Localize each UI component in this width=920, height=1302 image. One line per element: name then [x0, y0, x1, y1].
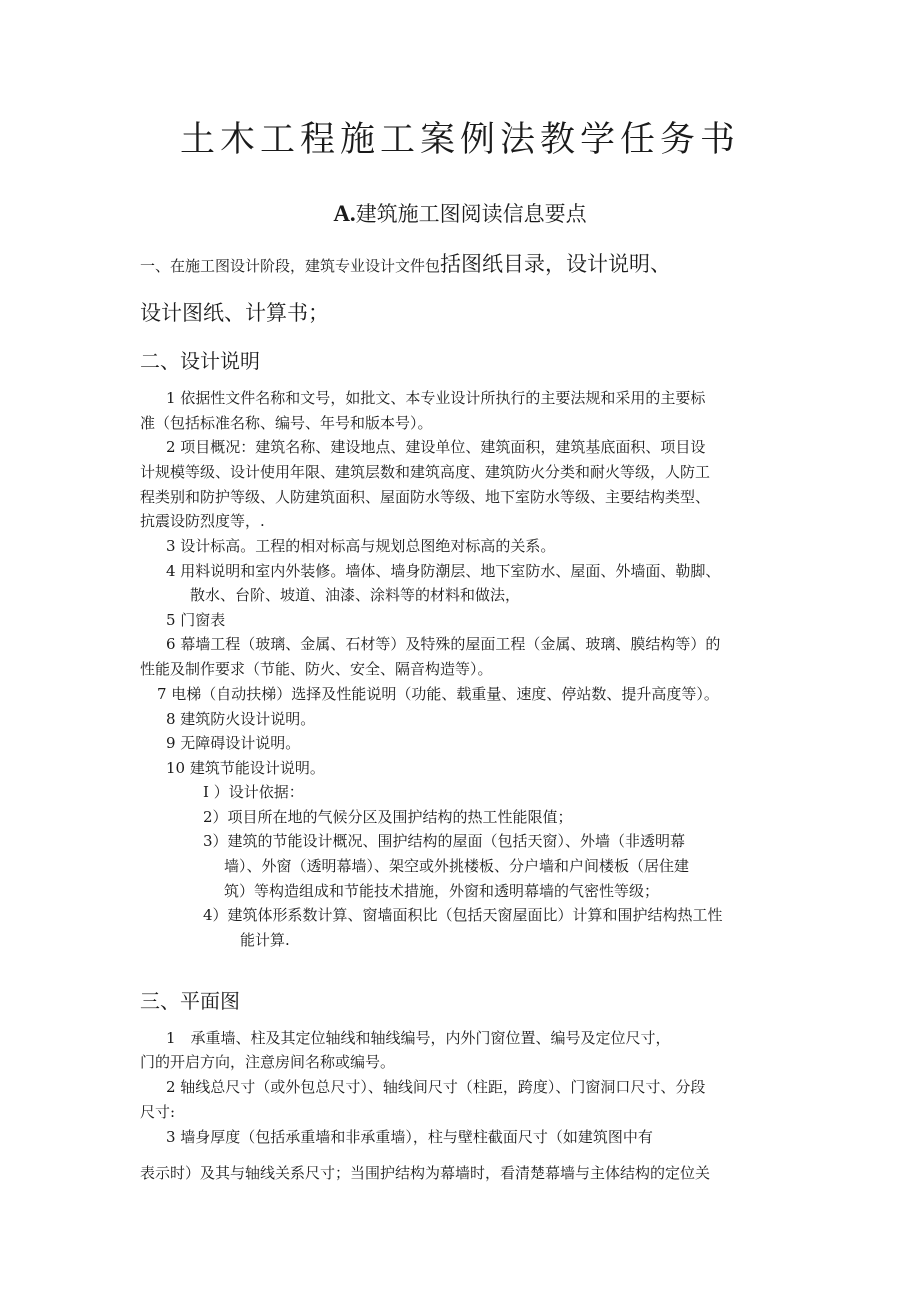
section-2-line: 8 建筑防火设计说明。 — [166, 710, 316, 728]
section-2-line: 散水、台阶、坡道、油漆、涂料等的材料和做法， — [190, 586, 521, 604]
section-2-line: 程类别和防护等级、人防建筑面积、屋面防水等级、地下室防水等级、主要结构类型、 — [140, 488, 711, 506]
section-2-line: 3）建筑的节能设计概况、围护结构的屋面（包括天窗）、外墙（非透明幕 — [203, 832, 686, 850]
section-2-line: 3 设计标高。工程的相对标高与规划总图绝对标高的关系。 — [166, 537, 556, 555]
intro-line-1 — [140, 249, 671, 281]
section-3-line: 3 墙身厚度（包括承重墙和非承重墙），柱与壁柱截面尺寸（如建筑图中有 — [166, 1128, 653, 1146]
section-2-line: 7 电梯（自动扶梯）选择及性能说明（功能、载重量、速度、停站数、提升高度等）。 — [157, 685, 719, 703]
section-2-line: 2）项目所在地的气候分区及围护结构的热工性能限值； — [203, 808, 573, 826]
section-2-heading: 二、设计说明 — [140, 349, 260, 373]
intro-large-text: 括图纸目录，设计说明、 — [440, 252, 672, 276]
section-2-line: 6 幕墙工程（玻璃、金属、石材等）及特殊的屋面工程（金属、玻璃、膜结构等）的 — [166, 635, 721, 653]
section-2-line: 能计算. — [240, 931, 290, 949]
section-2-line: 准（包括标准名称、编号、年号和版本号）。 — [140, 414, 433, 432]
section-2-line: I ）设计依据： — [203, 783, 304, 801]
section-a-title: 建筑施工图阅读信息要点 — [355, 202, 587, 226]
intro-small-text: 一、在施工图设计阶段，建筑专业设计文件包 — [140, 257, 441, 275]
intro-line-2: 设计图纸、计算书； — [140, 301, 329, 325]
section-3-line: 2 轴线总尺寸（或外包总尺寸）、轴线间尺寸（柱距，跨度）、门窗洞口尺寸、分段 — [166, 1078, 706, 1096]
section-2-line: 9 无障碍设计说明。 — [166, 734, 301, 752]
section-2-line: 性能及制作要求（节能、防火、安全、隔音构造等）。 — [140, 660, 493, 678]
section-2-line: 5 门窗表 — [166, 611, 226, 629]
section-2-line: 1 依据性文件名称和文号，如批文、本专业设计所执行的主要法规和采用的主要标 — [166, 389, 706, 407]
section-3-line: 表示时）及其与轴线关系尺寸；当围护结构为幕墙时，看清楚幕墙与主体结构的定位关 — [140, 1164, 711, 1182]
section-2-line: 2 项目概况：建筑名称、建设地点、建设单位、建筑面积，建筑基底面积、项目设 — [166, 438, 706, 456]
document-title: 土木工程施工案例法教学任务书 — [179, 120, 740, 160]
section-3-line: 1 承重墙、柱及其定位轴线和轴线编号，内外门窗位置、编号及定位尺寸， — [166, 1029, 671, 1047]
section-2-line: 抗震设防烈度等，. — [140, 512, 265, 530]
section-a-heading — [0, 199, 920, 229]
section-a-prefix: A. — [333, 201, 356, 226]
section-2-line: 筑）等构造组成和节能技术措施，外窗和透明幕墙的气密性等级； — [224, 882, 660, 900]
section-2-line: 计规模等级、设计使用年限、建筑层数和建筑高度、建筑防火分类和耐火等级，人防工 — [140, 463, 711, 481]
section-3-heading: 三、平面图 — [140, 989, 240, 1013]
section-2-line: 4 用料说明和室内外装修。墙体、墙身防潮层、地下室防水、屋面、外墙面、勒脚、 — [166, 562, 721, 580]
section-2-line: 墙）、外窗（透明幕墙）、架空或外挑楼板、分户墙和户间楼板（居住建 — [224, 857, 690, 875]
section-2-line: 4）建筑体形系数计算、窗墙面积比（包括天窗屋面比）计算和围护结构热工性 — [203, 906, 723, 924]
section-3-line: 门的开启方向，注意房间名称或编号。 — [140, 1053, 396, 1071]
section-2-line: 10 建筑节能设计说明。 — [166, 759, 325, 777]
section-3-line: 尺寸: — [140, 1103, 176, 1121]
